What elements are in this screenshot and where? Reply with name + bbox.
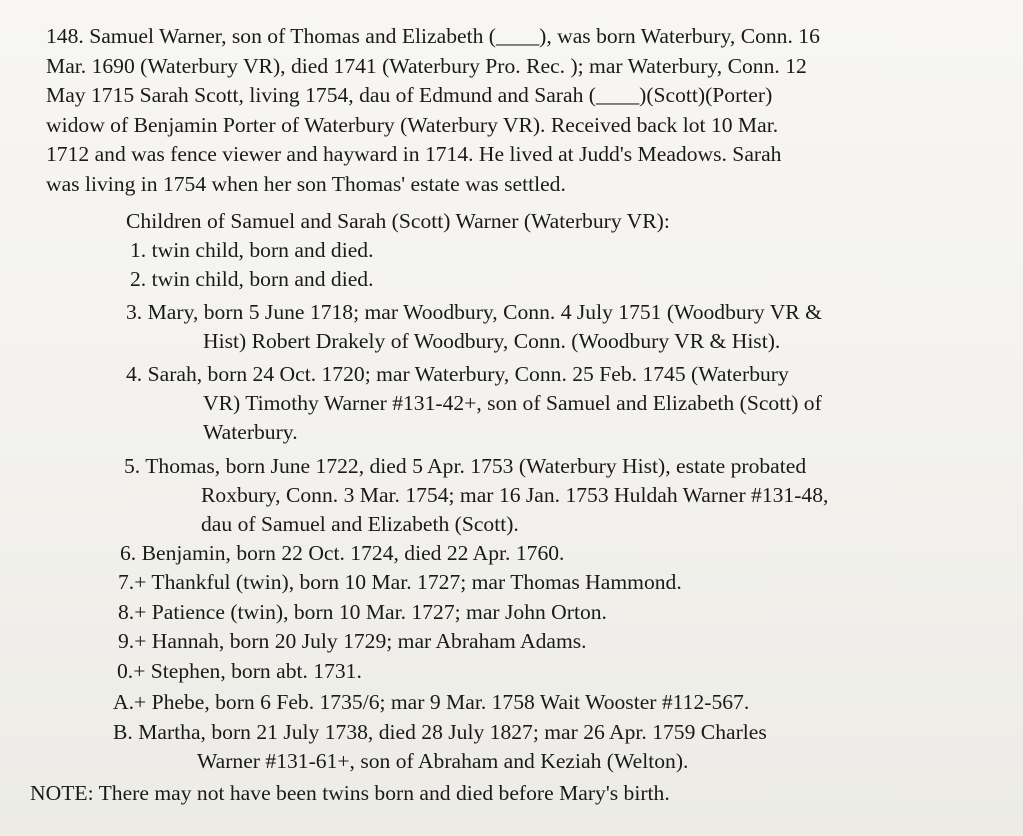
- child-line: 3. Mary, born 5 June 1718; mar Woodbury, Conn. 4 July 1751 (Woodbury VR &: [126, 300, 822, 324]
- child-1: [130, 236, 374, 265]
- entry-line: 148. Samuel Warner, son of Thomas and Elizabeth (____), was born Waterbury, Conn. 16: [46, 24, 820, 48]
- child-line: Warner #131-61+, son of Abraham and Keziah (Welton).: [197, 749, 689, 773]
- child-5: [124, 452, 828, 539]
- child-line: Waterbury.: [203, 420, 298, 444]
- child-10: [117, 657, 362, 686]
- child-line: A.+ Phebe, born 6 Feb. 1735/6; mar 9 Mar. 1758 Wait Wooster #112-567.: [113, 690, 750, 714]
- entry-line: Mar. 1690 (Waterbury VR), died 1741 (Waterbury Pro. Rec. ); mar Waterbury, Conn. 12: [46, 53, 807, 78]
- child-line: 6. Benjamin, born 22 Oct. 1724, died 22 Apr. 1760.: [120, 541, 565, 565]
- child-line: 4. Sarah, born 24 Oct. 1720; mar Waterbury, Conn. 25 Feb. 1745 (Waterbury: [126, 362, 789, 386]
- note-text: NOTE: There may not have been twins born and died before Mary's birth.: [30, 781, 670, 805]
- child-11: [113, 688, 749, 717]
- child-line: 1. twin child, born and died.: [130, 238, 374, 262]
- child-line: VR) Timothy Warner #131-42+, son of Samuel and Elizabeth (Scott) of: [203, 391, 822, 415]
- child-9: [118, 627, 587, 656]
- child-line: 2. twin child, born and died.: [130, 267, 374, 291]
- child-12: [113, 718, 767, 776]
- child-line: 5. Thomas, born June 1722, died 5 Apr. 1753 (Waterbury Hist), estate probated: [124, 454, 807, 478]
- child-6: [120, 539, 564, 568]
- entry-line: widow of Benjamin Porter of Waterbury (Waterbury VR). Received back lot 10 Mar.: [46, 112, 779, 137]
- entry-paragraph: [46, 22, 981, 200]
- child-line: B. Martha, born 21 July 1738, died 28 July 1827; mar 26 Apr. 1759 Charles: [113, 720, 767, 744]
- child-line: 9.+ Hannah, born 20 July 1729; mar Abraham Adams.: [118, 629, 587, 653]
- entry-line: 1712 and was fence viewer and hayward in 1714. He lived at Judd's Meadows. Sarah: [46, 142, 782, 167]
- child-line: 0.+ Stephen, born abt. 1731.: [117, 659, 362, 683]
- child-line: 7.+ Thankful (twin), born 10 Mar. 1727; mar Thomas Hammond.: [118, 570, 682, 594]
- entry-line: was living in 1754 when her son Thomas' estate was settled.: [46, 171, 566, 196]
- child-line: Roxbury, Conn. 3 Mar. 1754; mar 16 Jan. 1753 Huldah Warner #131-48,: [201, 483, 829, 507]
- child-8: [118, 598, 607, 627]
- child-3: [126, 298, 822, 356]
- child-line: 8.+ Patience (twin), born 10 Mar. 1727; mar John Orton.: [118, 600, 607, 624]
- child-7: [118, 568, 682, 597]
- children-heading: Children of Samuel and Sarah (Scott) Warner (Waterbury VR):: [126, 209, 670, 233]
- child-4: [126, 360, 822, 447]
- child-line: Hist) Robert Drakely of Woodbury, Conn. (Woodbury VR & Hist).: [203, 329, 781, 353]
- child-2: [130, 265, 374, 294]
- child-line: dau of Samuel and Elizabeth (Scott).: [201, 512, 519, 536]
- entry-line: May 1715 Sarah Scott, living 1754, dau of Edmund and Sarah (____)(Scott)(Porter): [46, 83, 773, 108]
